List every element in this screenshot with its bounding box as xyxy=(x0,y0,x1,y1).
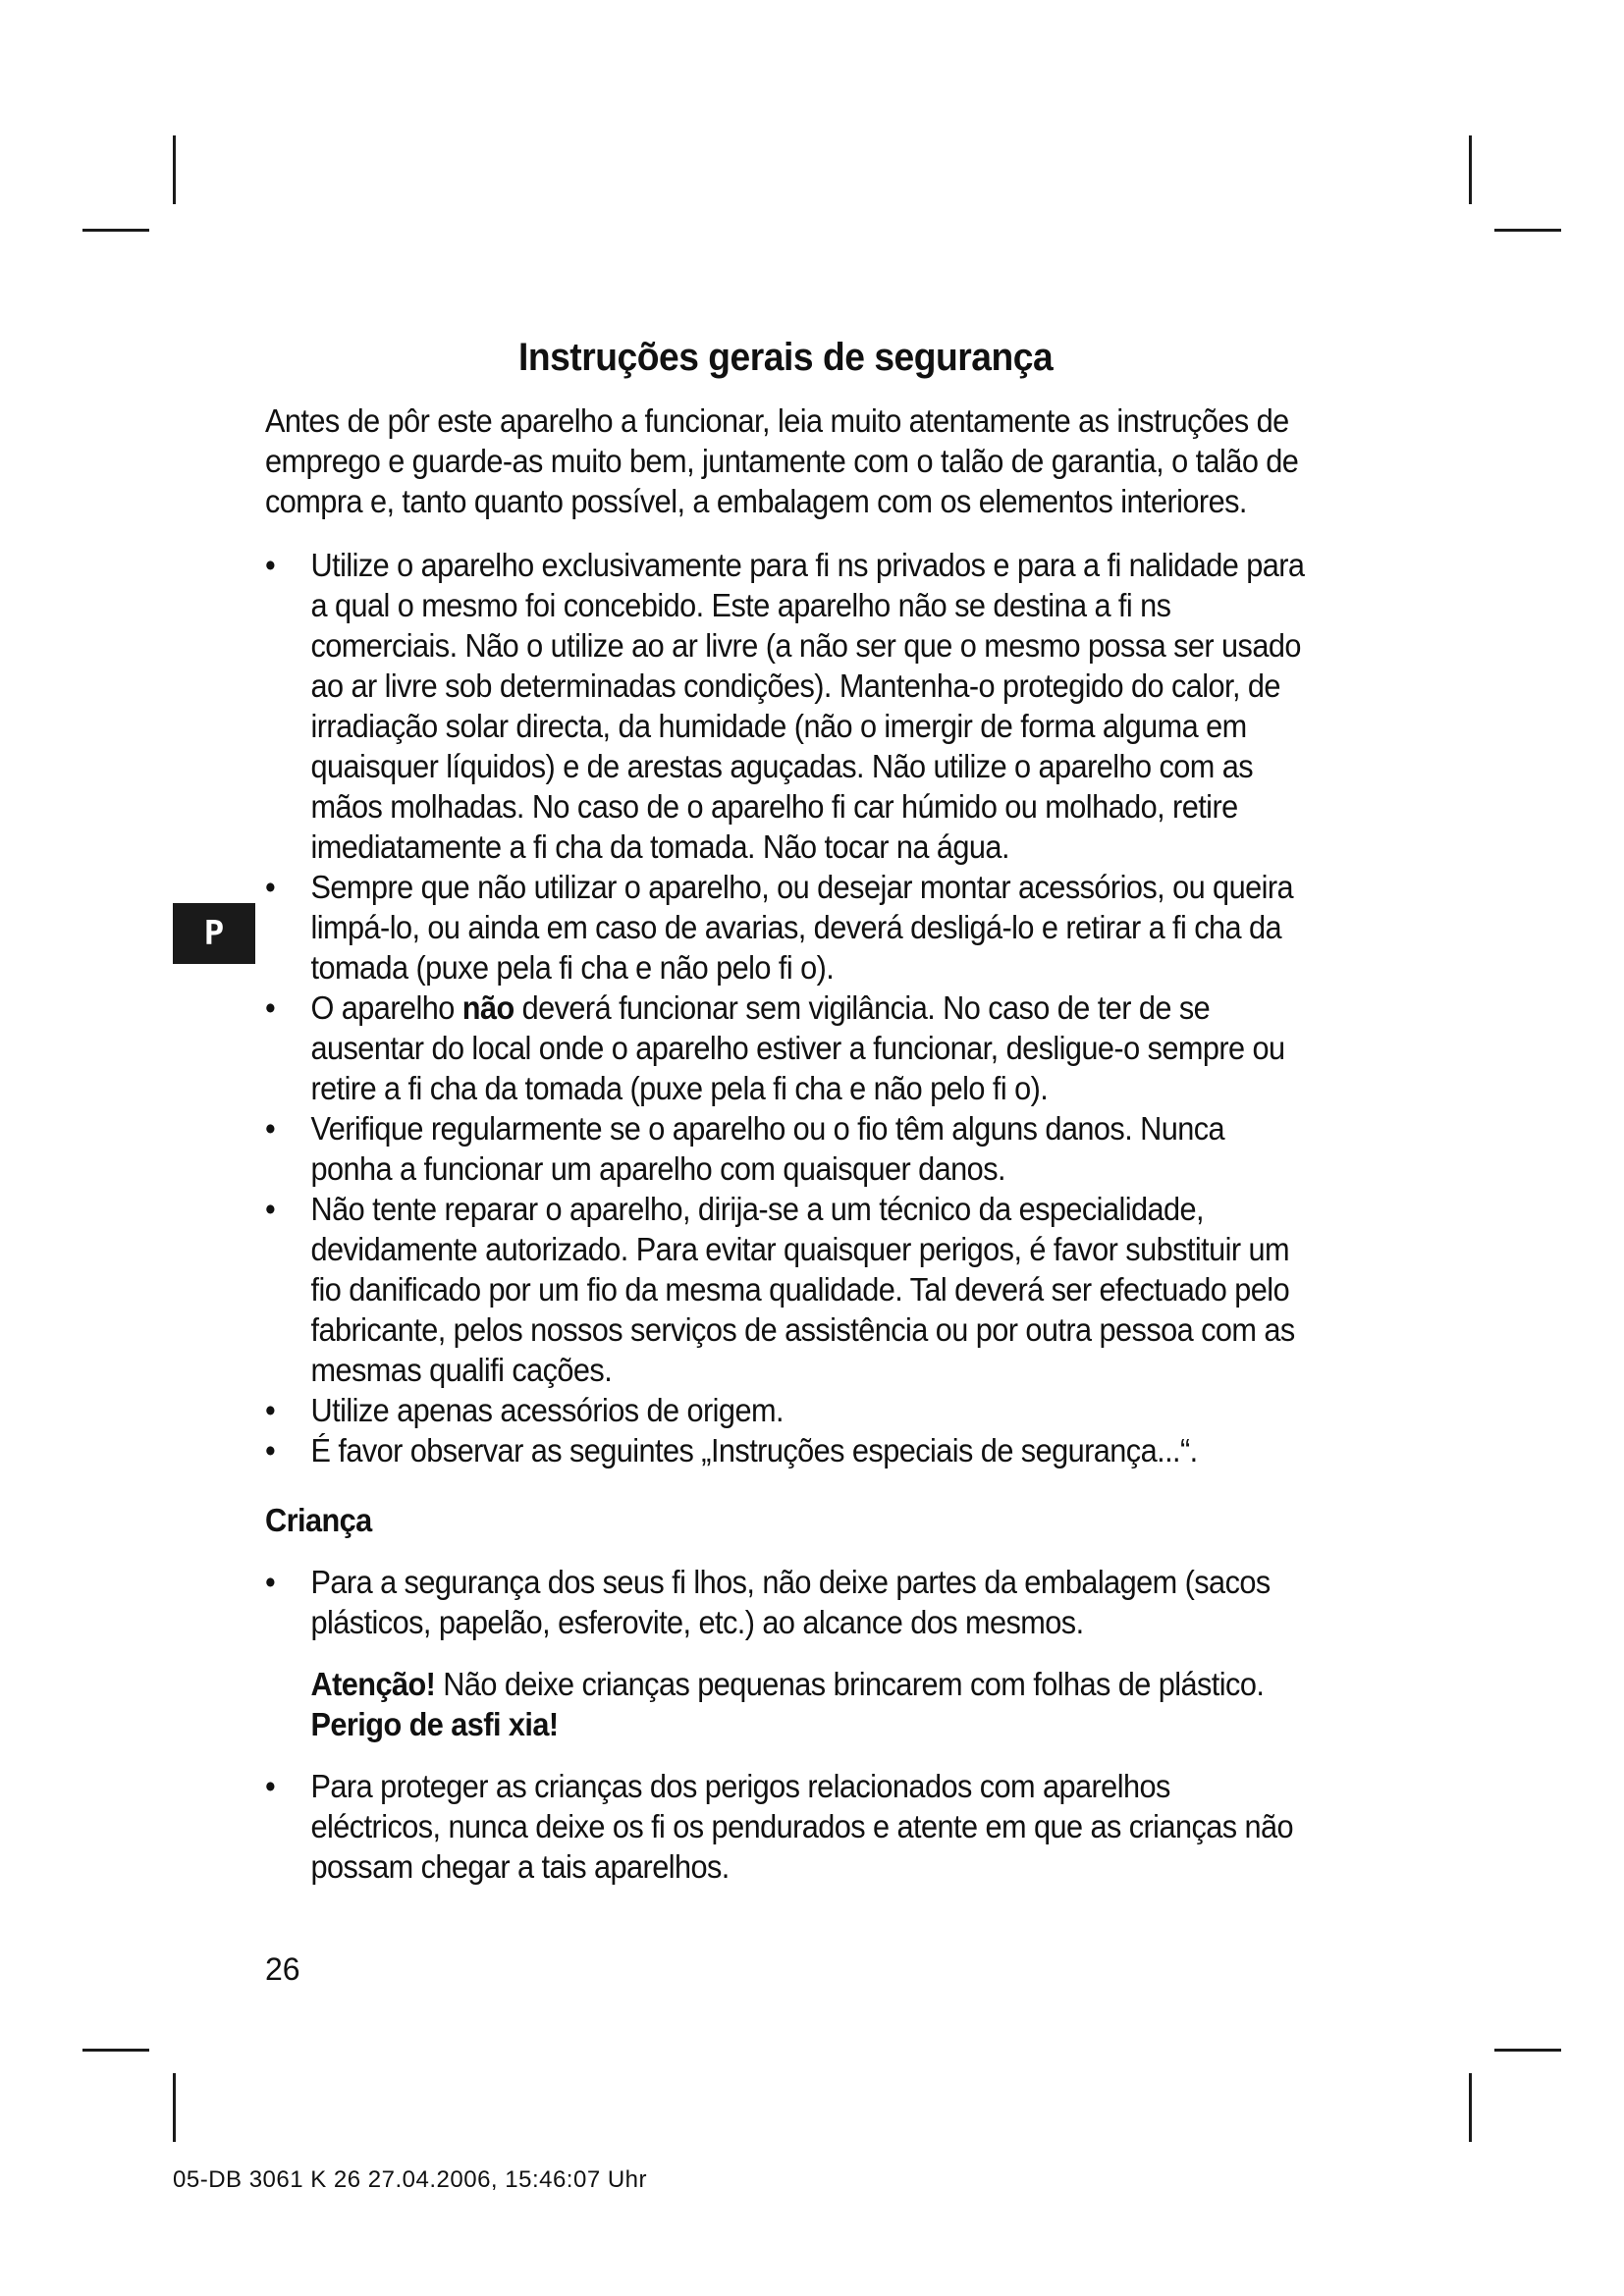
crop-mark-bottom-right-vertical xyxy=(1469,2073,1472,2142)
list-item xyxy=(265,1108,1306,1189)
warning-label: Atenção! xyxy=(310,1666,436,1702)
list-item xyxy=(265,1189,1306,1390)
list-item-text-start: O aparelho xyxy=(310,989,462,1026)
intro-paragraph: Antes de pôr este aparelho a funcionar, leia muito atentamente as instruções de emprego e guarde-as muito bem, juntamente com o talão de garantia, o talão de compra e, tanto quanto possível, a embalagem com os elementos interiores. xyxy=(265,402,1299,519)
warning-text: Não deixe crianças pequenas brincarem com folhas de plástico. xyxy=(435,1666,1265,1702)
list-item-text: Verifique regularmente se o aparelho ou o fio têm alguns danos. Nunca ponha a funcionar um aparelho com quaisquer danos. xyxy=(310,1110,1225,1187)
emphasis-nao: não xyxy=(461,989,514,1026)
bullet: • xyxy=(265,1191,276,1227)
list-item xyxy=(265,1430,1306,1470)
bullet: • xyxy=(265,1768,276,1804)
bullet: • xyxy=(265,1110,276,1147)
safety-list xyxy=(265,545,1306,1470)
crop-mark-top-left-vertical xyxy=(173,135,176,204)
list-item xyxy=(265,1766,1306,1887)
bullet: • xyxy=(265,989,276,1026)
section-title-child: Criança xyxy=(265,1502,372,1538)
document-body xyxy=(265,334,1306,1887)
list-item-text xyxy=(311,988,1307,1108)
list-item-text-end: deverá funcionar sem vigilância. No caso de ter de se ausentar do local onde o aparelho estiver a funcionar, desligue-o sempre ou retire a fi cha da tomada (puxe pela fi cha e não pelo fi o). xyxy=(310,989,1285,1106)
bullet: • xyxy=(265,1432,276,1468)
child-safety-list-2 xyxy=(265,1766,1306,1887)
list-item xyxy=(265,988,1306,1108)
warning-danger: Perigo de asfi xia! xyxy=(310,1706,559,1742)
child-safety-list xyxy=(265,1562,1306,1642)
crop-mark-top-right-horizontal xyxy=(1494,229,1561,232)
crop-mark-bottom-left-horizontal xyxy=(82,2049,149,2052)
language-tab: P xyxy=(173,903,255,964)
crop-mark-top-left-horizontal xyxy=(82,229,149,232)
crop-mark-bottom-left-vertical xyxy=(173,2073,176,2142)
list-item-text: Utilize apenas acessórios de origem. xyxy=(310,1392,784,1428)
list-item xyxy=(265,545,1306,867)
crop-mark-top-right-vertical xyxy=(1469,135,1472,204)
list-item-text: Sempre que não utilizar o aparelho, ou desejar montar acessórios, ou queira limpá-lo, ou ainda em caso de avarias, deverá desligá-lo e retirar a fi cha da tomada (puxe pela fi cha e não pelo fi o). xyxy=(310,869,1294,986)
list-item-text: Não tente reparar o aparelho, dirija-se a um técnico da especialidade, devidamente autorizado. Para evitar quaisquer perigos, é favor substituir um fio danificado por um fio da mesma qualidade. Tal deverá ser efectuado pelo fabricante, pelos nossos serviços de assistência ou por outra pessoa com as mesmas qualifi cações. xyxy=(310,1191,1295,1388)
list-item-text: Para a segurança dos seus fi lhos, não deixe partes da embalagem (sacos plásticos, papelão, esferovite, etc.) ao alcance dos mesmos. xyxy=(310,1564,1271,1640)
bullet: • xyxy=(265,1564,276,1600)
page-title: Instruções gerais de segurança xyxy=(517,336,1054,379)
list-item-text: Para proteger as crianças dos perigos relacionados com aparelhos eléctricos, nunca deixe os fi os pendurados e atente em que as crianças não possam chegar a tais aparelhos. xyxy=(310,1768,1294,1885)
bullet: • xyxy=(265,547,276,583)
page-number: 26 xyxy=(265,1951,300,1987)
list-item xyxy=(265,1390,1306,1430)
list-item-text: Utilize o aparelho exclusivamente para fi ns privados e para a fi nalidade para a qual o mesmo foi concebido. Este aparelho não se destina a fi ns comerciais. Não o utilize ao ar livre (a não ser que o mesmo possa ser usado ao ar livre sob determinadas condições). Mantenha-o protegido do calor, de irradiação solar directa, da humidade (não o imergir de forma alguma em quaisquer líquidos) e de arestas aguçadas. Não utilize o aparelho com as mãos molhadas. No caso de o aparelho fi car húmido ou molhado, retire imediatamente a fi cha da tomada. Não tocar na água. xyxy=(310,547,1305,865)
bullet: • xyxy=(265,1392,276,1428)
list-item xyxy=(265,867,1306,988)
bullet: • xyxy=(265,869,276,905)
print-footer: 05-DB 3061 K 26 27.04.2006, 15:46:07 Uhr xyxy=(173,2166,648,2193)
list-item xyxy=(265,1562,1306,1642)
list-item-text: É favor observar as seguintes „Instruções especiais de segurança...“. xyxy=(310,1432,1198,1468)
crop-mark-bottom-right-horizontal xyxy=(1494,2049,1561,2052)
suffocation-warning xyxy=(265,1664,1306,1744)
